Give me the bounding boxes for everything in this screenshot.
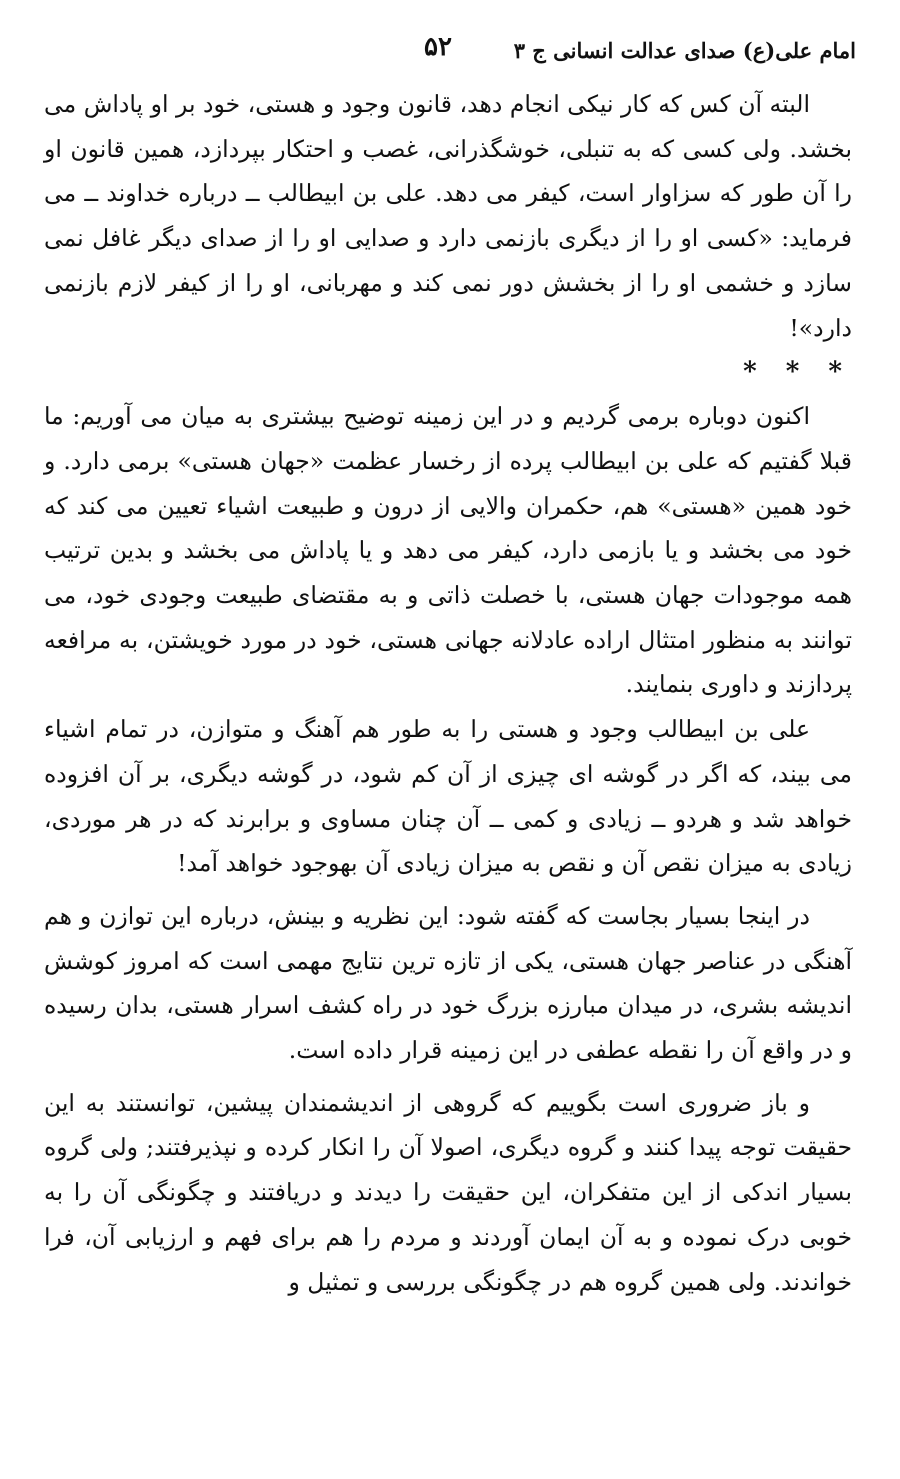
running-title: امام علی(ع) صدای عدالت انسانی ج ۳ xyxy=(513,38,856,63)
page-number: ۵۲ xyxy=(424,32,452,62)
paragraph-2: اکنون دوباره برمی گردیم و در این زمینه توضیح بیشتری به میان می آوریم: ما قبلا گفتیم که علی بن ابیطالب پرده از رخسار عظمت «جهان هستی» برمی دارد. و خود همین «هستی» هم، حکمران والایی از درون و طبیعت اشیاء تعیین می کند که خود می بخشد و یا بازمی دارد، کیفر می دهد و یا پاداش می بخشد و بدین ترتیب همه موجودات جهان هستی، با خصلت ذاتی و به مقتضای طبیعت وجودی خود، می توانند به منظور امتثال اراده عادلانه جهانی هستی، خود در مورد خویشتن، به مرافعه پردازند و داوری بنمایند. xyxy=(44,402,852,699)
paragraph-4: در اینجا بسیار بجاست که گفته شود: این نظریه و بینش، درباره این توازن و هم آهنگی در عناصر جهان هستی، یکی از تازه ترین نتایج مهمی است که امروز کوشش اندیشه بشری، در میدان مبارزه بزرگ خود در راه کشف اسرار هستی، بدان رسیده و در واقع آن را نقطه عطفی در این زمینه قرار داده است. xyxy=(44,901,852,1065)
section-separator: * * * xyxy=(743,357,852,388)
paragraph-1: البته آن کس که کار نیکی انجام دهد، قانون وجود و هستی، خود بر او پاداش می بخشد. ولی کسی که به تنبلی، خوشگذرانی، غصب و احتکار بپردازد، همین قانون او را آن طور که سزاوار است، کیفر می دهد. علی بن ابیطالب ــ درباره خداوند ــ می فرماید: «کسی او را از دیگری بازنمی دارد و صدایی او را از صدای دیگر غافل نمی سازد و خشمی او را از بخشش دور نمی کند و مهربانی، او را از کیفر لازم بازنمی دارد»! xyxy=(44,90,852,342)
body-text xyxy=(44,82,852,1304)
paragraph-5: و باز ضروری است بگوییم که گروهی از اندیشمندان پیشین، توانستند به این حقیقت توجه پیدا کنند و گروه دیگری، اصولا آن را انکار کرده و نپذیرفتند; ولی گروه بسیار اندکی از این متفکران، این حقیقت را دیدند و دریافتند و چگونگی آن را به خوبی درک نموده و به آن ایمان آوردند و مردم را هم برای فهم و ارزیابی آن، فرا خواندند. ولی همین گروه هم در چگونگی بررسی و تمثیل و xyxy=(44,1088,852,1296)
page-header xyxy=(44,30,856,70)
paragraph-3: علی بن ابیطالب وجود و هستی را به طور هم آهنگ و متوازن، در تمام اشیاء می بیند، که اگر در گوشه ای چیزی از آن کم شود، در گوشه دیگری، بر آن افزوده خواهد شد و هردو ــ زیادی و کمی ــ آن چنان مساوی و برابرند که در هر موردی، زیادی به میزان نقص آن و نقص به میزان زیادی آن بهوجود خواهد آمد! xyxy=(44,715,852,878)
